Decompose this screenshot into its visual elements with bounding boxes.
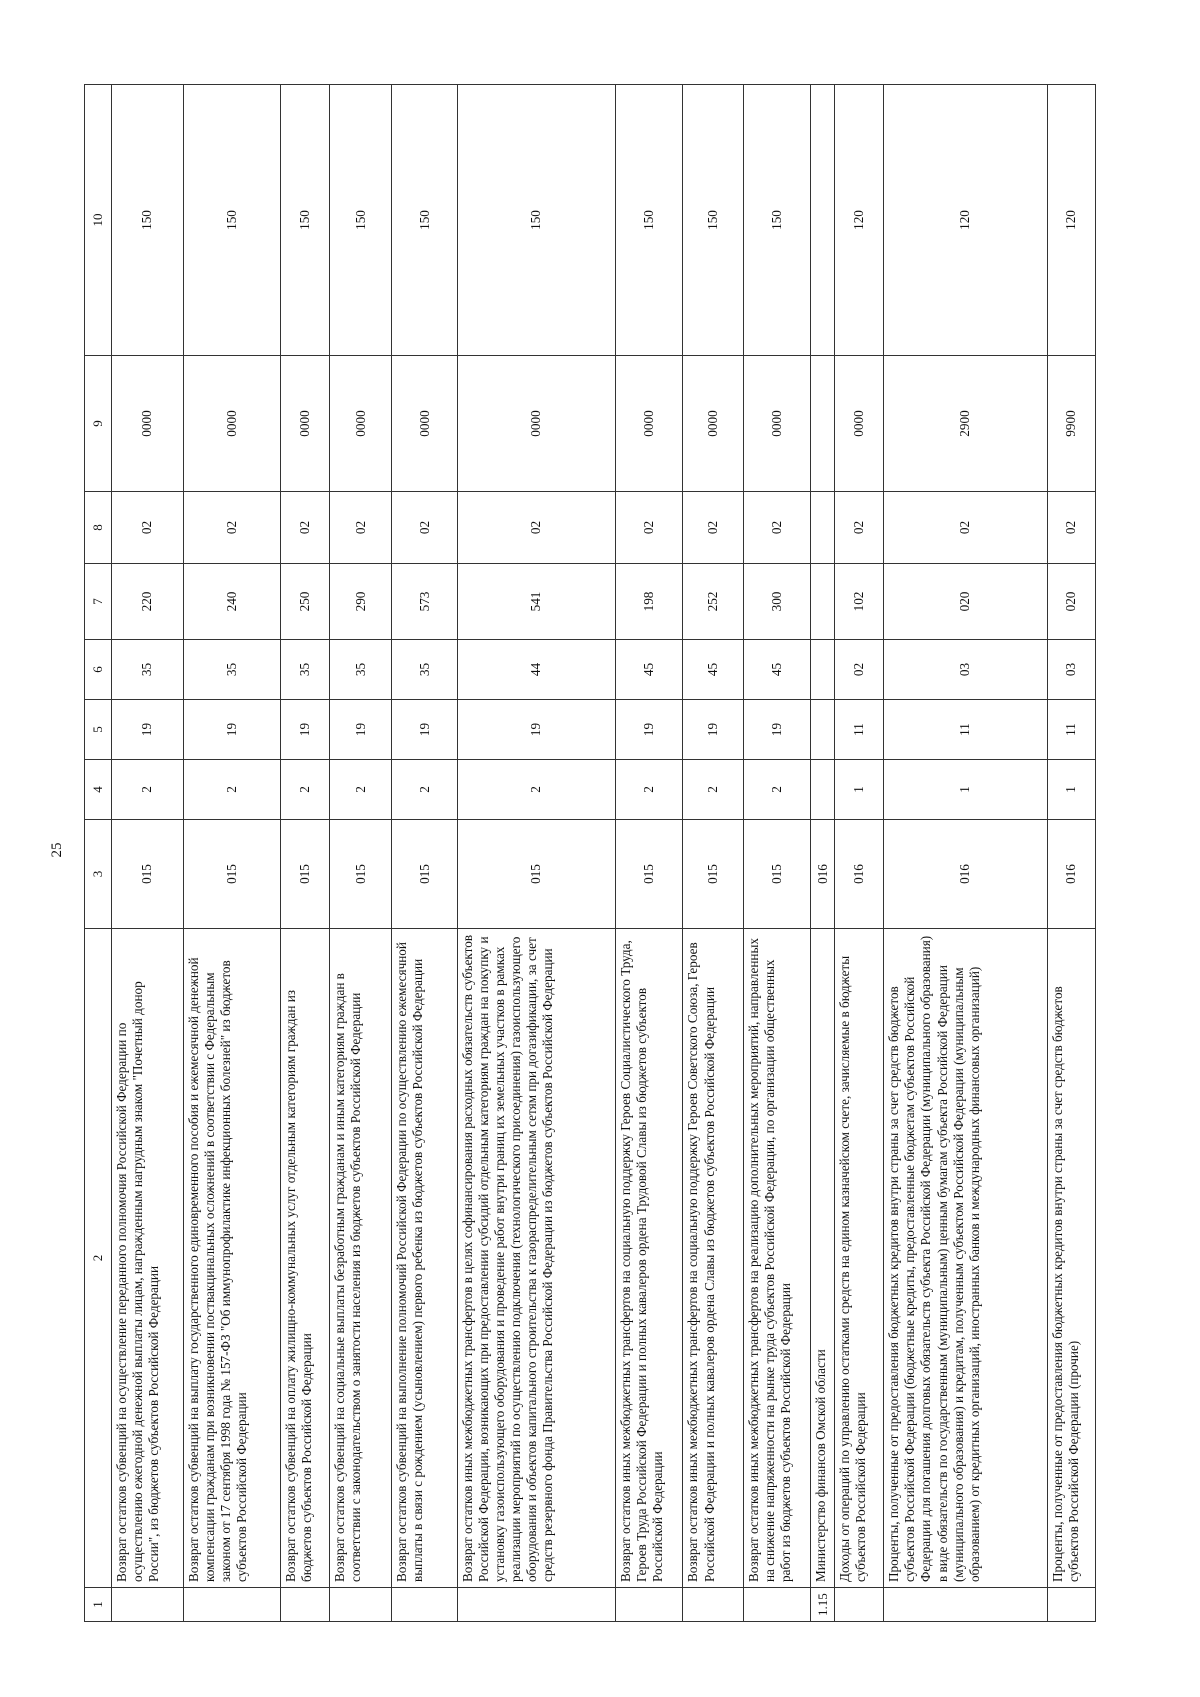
code-cell-9: 0000 xyxy=(183,356,280,492)
code-cell-6: 02 xyxy=(834,640,883,700)
code-cell-10: 150 xyxy=(615,85,683,356)
code-cell-7: 220 xyxy=(112,564,184,640)
code-cell-9: 0000 xyxy=(330,356,392,492)
code-cell-5 xyxy=(811,700,835,760)
row-number: 1.15 xyxy=(811,1588,835,1622)
code-cell-8: 02 xyxy=(183,492,280,564)
row-number xyxy=(457,1588,615,1622)
column-header: 2 xyxy=(85,929,112,1588)
row-description: Возврат остатков субвенций на социальные выплаты безработным гражданам и иным категориям граждан в соответствии с законодательством о занятости населения из бюджетов субъектов Российской Федерации xyxy=(330,929,392,1588)
table-row xyxy=(1047,85,1095,1622)
row-number xyxy=(392,1588,458,1622)
code-cell-10: 150 xyxy=(280,85,329,356)
code-cell-5: 19 xyxy=(743,700,811,760)
code-cell-5: 19 xyxy=(683,700,743,760)
row-number xyxy=(615,1588,683,1622)
code-cell-7: 102 xyxy=(834,564,883,640)
row-description: Министерство финансов Омской области xyxy=(811,929,835,1588)
code-cell-9: 0000 xyxy=(112,356,184,492)
code-cell-6 xyxy=(811,640,835,700)
row-description: Проценты, полученные от предоставления бюджетных кредитов внутри страны за счет средств бюджетов субъектов Российской Федерации (прочие) xyxy=(1047,929,1095,1588)
code-cell-10: 150 xyxy=(457,85,615,356)
code-cell-3: 015 xyxy=(743,820,811,929)
code-cell-4: 2 xyxy=(112,760,184,820)
code-cell-6: 35 xyxy=(280,640,329,700)
code-cell-6: 03 xyxy=(884,640,1047,700)
column-header: 9 xyxy=(85,356,112,492)
code-cell-5: 19 xyxy=(457,700,615,760)
code-cell-3: 015 xyxy=(392,820,458,929)
code-cell-4: 2 xyxy=(615,760,683,820)
row-number xyxy=(743,1588,811,1622)
column-header: 1 xyxy=(85,1588,112,1622)
code-cell-3: 015 xyxy=(330,820,392,929)
table-row xyxy=(457,85,615,1622)
code-cell-9: 0000 xyxy=(743,356,811,492)
code-cell-6: 45 xyxy=(743,640,811,700)
code-cell-3: 015 xyxy=(457,820,615,929)
table-row xyxy=(112,85,184,1622)
code-cell-6: 35 xyxy=(330,640,392,700)
code-cell-7: 250 xyxy=(280,564,329,640)
code-cell-5: 11 xyxy=(884,700,1047,760)
code-cell-3: 015 xyxy=(183,820,280,929)
code-cell-7: 020 xyxy=(884,564,1047,640)
code-cell-4 xyxy=(811,760,835,820)
code-cell-10: 120 xyxy=(834,85,883,356)
code-cell-5: 11 xyxy=(1047,700,1095,760)
code-cell-6: 35 xyxy=(392,640,458,700)
code-cell-4: 2 xyxy=(280,760,329,820)
code-cell-4: 1 xyxy=(834,760,883,820)
code-cell-7: 300 xyxy=(743,564,811,640)
code-cell-4: 1 xyxy=(1047,760,1095,820)
code-cell-9: 0000 xyxy=(392,356,458,492)
row-description: Возврат остатков иных межбюджетных трансфертов на социальную поддержку Героев Социалистического Труда, Героев Труда Российской Федерации и полных кавалеров ордена Трудовой Славы из бюджетов субъектов Российской Федерации xyxy=(615,929,683,1588)
code-cell-4: 2 xyxy=(183,760,280,820)
code-cell-3: 016 xyxy=(811,820,835,929)
code-cell-4: 2 xyxy=(683,760,743,820)
code-cell-5: 19 xyxy=(112,700,184,760)
code-cell-5: 19 xyxy=(330,700,392,760)
code-cell-5: 19 xyxy=(392,700,458,760)
code-cell-4: 2 xyxy=(457,760,615,820)
column-header: 10 xyxy=(85,85,112,356)
column-header: 8 xyxy=(85,492,112,564)
row-number xyxy=(183,1588,280,1622)
row-description: Возврат остатков иных межбюджетных трансфертов в целях софинансирования расходных обязательств субъектов Российской Федерации, возникающих при предоставлении субсидий отдельным категориям граждан на покупку и установку газоиспользующего оборудования и проведение работ внутри границ их земельных участков в рамках реализации мероприятий по осуществлению подключения (технологического присоединения) газоиспользующего оборудования и объектов капитального строительства к газораспределительным сетям при догазификации, за счет средств резервного фонда Правительства Российской Федерации из бюджетов субъектов Российской Федерации xyxy=(457,929,615,1588)
code-cell-4: 1 xyxy=(884,760,1047,820)
code-cell-8: 02 xyxy=(884,492,1047,564)
code-cell-3: 016 xyxy=(884,820,1047,929)
code-cell-3: 016 xyxy=(1047,820,1095,929)
table-row xyxy=(280,85,329,1622)
code-cell-7: 020 xyxy=(1047,564,1095,640)
code-cell-9: 0000 xyxy=(615,356,683,492)
code-cell-10: 150 xyxy=(392,85,458,356)
code-cell-3: 015 xyxy=(615,820,683,929)
code-cell-4: 2 xyxy=(330,760,392,820)
code-cell-8: 02 xyxy=(683,492,743,564)
code-cell-5: 11 xyxy=(834,700,883,760)
code-cell-8: 02 xyxy=(457,492,615,564)
code-cell-9: 0000 xyxy=(457,356,615,492)
budget-codes-table xyxy=(84,84,1096,1622)
row-number xyxy=(330,1588,392,1622)
code-cell-10: 150 xyxy=(330,85,392,356)
row-number xyxy=(834,1588,883,1622)
code-cell-5: 19 xyxy=(280,700,329,760)
row-description: Возврат остатков иных межбюджетных трансфертов на реализацию дополнительных мероприятий, направленных на снижение напряженности на рынке труда субъектов Российской Федерации, по организации общественных работ из бюджетов субъектов Российской Федерации xyxy=(743,929,811,1588)
code-cell-3: 015 xyxy=(280,820,329,929)
code-cell-8: 02 xyxy=(330,492,392,564)
code-cell-6: 03 xyxy=(1047,640,1095,700)
code-cell-6: 35 xyxy=(183,640,280,700)
code-cell-7: 573 xyxy=(392,564,458,640)
row-description: Проценты, полученные от предоставления бюджетных кредитов внутри страны за счет средств бюджетов субъектов Российской Федерации (бюджетные кредиты, предоставленные бюджетам субъектов Российской Федерации для погашения долговых обязательств субъекта Российской Федерации (муниципального образования) в виде обязательств по государственным (муниципальным) ценным бумагам субъекта Российской Федерации (муниципального образования) и кредитам, полученным субъектом Российской Федерации (муниципальным образованием) от кредитных организаций, иностранных банков и международных финансовых организаций) xyxy=(884,929,1047,1588)
table-row xyxy=(392,85,458,1622)
row-number xyxy=(112,1588,184,1622)
code-cell-10: 150 xyxy=(743,85,811,356)
code-cell-3: 015 xyxy=(683,820,743,929)
code-cell-7 xyxy=(811,564,835,640)
code-cell-4: 2 xyxy=(743,760,811,820)
code-cell-9: 9900 xyxy=(1047,356,1095,492)
code-cell-10: 150 xyxy=(183,85,280,356)
code-cell-9: 0000 xyxy=(834,356,883,492)
code-cell-8: 02 xyxy=(1047,492,1095,564)
code-cell-9 xyxy=(811,356,835,492)
code-cell-10: 150 xyxy=(683,85,743,356)
table-row xyxy=(615,85,683,1622)
code-cell-4: 2 xyxy=(392,760,458,820)
code-cell-8: 02 xyxy=(615,492,683,564)
table-row xyxy=(183,85,280,1622)
code-cell-8 xyxy=(811,492,835,564)
code-cell-9: 0000 xyxy=(280,356,329,492)
code-cell-6: 45 xyxy=(615,640,683,700)
code-cell-7: 240 xyxy=(183,564,280,640)
column-header: 7 xyxy=(85,564,112,640)
code-cell-10: 120 xyxy=(884,85,1047,356)
row-description: Возврат остатков иных межбюджетных трансфертов на социальную поддержку Героев Советского Союза, Героев Российской Федерации и полных кавалеров ордена Славы из бюджетов субъектов Российской Федерации xyxy=(683,929,743,1588)
code-cell-7: 290 xyxy=(330,564,392,640)
code-cell-7: 198 xyxy=(615,564,683,640)
table-row xyxy=(683,85,743,1622)
column-header: 3 xyxy=(85,820,112,929)
column-header: 6 xyxy=(85,640,112,700)
code-cell-9: 2900 xyxy=(884,356,1047,492)
code-cell-6: 44 xyxy=(457,640,615,700)
code-cell-8: 02 xyxy=(112,492,184,564)
code-cell-10 xyxy=(811,85,835,356)
row-number xyxy=(280,1588,329,1622)
code-cell-6: 35 xyxy=(112,640,184,700)
row-description: Возврат остатков субвенций на оплату жилищно-коммунальных услуг отдельным категориям граждан из бюджетов субъектов Российской Федерации xyxy=(280,929,329,1588)
table-body xyxy=(112,85,1096,1622)
code-cell-8: 02 xyxy=(280,492,329,564)
document-table-rotated xyxy=(84,85,1096,1622)
row-description: Возврат остатков субвенций на осуществление переданного полномочия Российской Федерации по осуществлению ежегодной денежной выплаты лицам, награжденным нагрудным знаком "Почетный донор России", из бюджетов субъектов Российской Федерации xyxy=(112,929,184,1588)
code-cell-3: 016 xyxy=(834,820,883,929)
row-description: Возврат остатков субвенций на выполнение полномочий Российской Федерации по осуществлению ежемесячной выплаты в связи с рождением (усыновлением) первого ребенка из бюджетов субъектов Российской Федерации xyxy=(392,929,458,1588)
code-cell-6: 45 xyxy=(683,640,743,700)
header-row xyxy=(85,85,112,1622)
code-cell-10: 120 xyxy=(1047,85,1095,356)
code-cell-5: 19 xyxy=(615,700,683,760)
code-cell-7: 541 xyxy=(457,564,615,640)
table-row xyxy=(743,85,811,1622)
row-description: Доходы от операций по управлению остатками средств на едином казначейском счете, зачисляемые в бюджеты субъектов Российской Федерации xyxy=(834,929,883,1588)
code-cell-8: 02 xyxy=(834,492,883,564)
code-cell-9: 0000 xyxy=(683,356,743,492)
row-description: Возврат остатков субвенций на выплату государственного единовременного пособия и ежемесячной денежной компенсации гражданам при возникновении поствакцинальных осложнений в соответствии с Федеральным законом от 17 сентября 1998 года № 157-ФЗ "Об иммунопрофилактике инфекционных болезней" из бюджетов субъектов Российской Федерации xyxy=(183,929,280,1588)
table-row xyxy=(330,85,392,1622)
column-header: 5 xyxy=(85,700,112,760)
row-number xyxy=(884,1588,1047,1622)
table-row xyxy=(811,85,835,1622)
row-number xyxy=(683,1588,743,1622)
column-header: 4 xyxy=(85,760,112,820)
code-cell-3: 015 xyxy=(112,820,184,929)
table-row xyxy=(834,85,883,1622)
code-cell-8: 02 xyxy=(743,492,811,564)
row-number xyxy=(1047,1588,1095,1622)
code-cell-10: 150 xyxy=(112,85,184,356)
page-number: 25 xyxy=(48,842,65,858)
code-cell-7: 252 xyxy=(683,564,743,640)
code-cell-8: 02 xyxy=(392,492,458,564)
code-cell-5: 19 xyxy=(183,700,280,760)
table-row xyxy=(884,85,1047,1622)
